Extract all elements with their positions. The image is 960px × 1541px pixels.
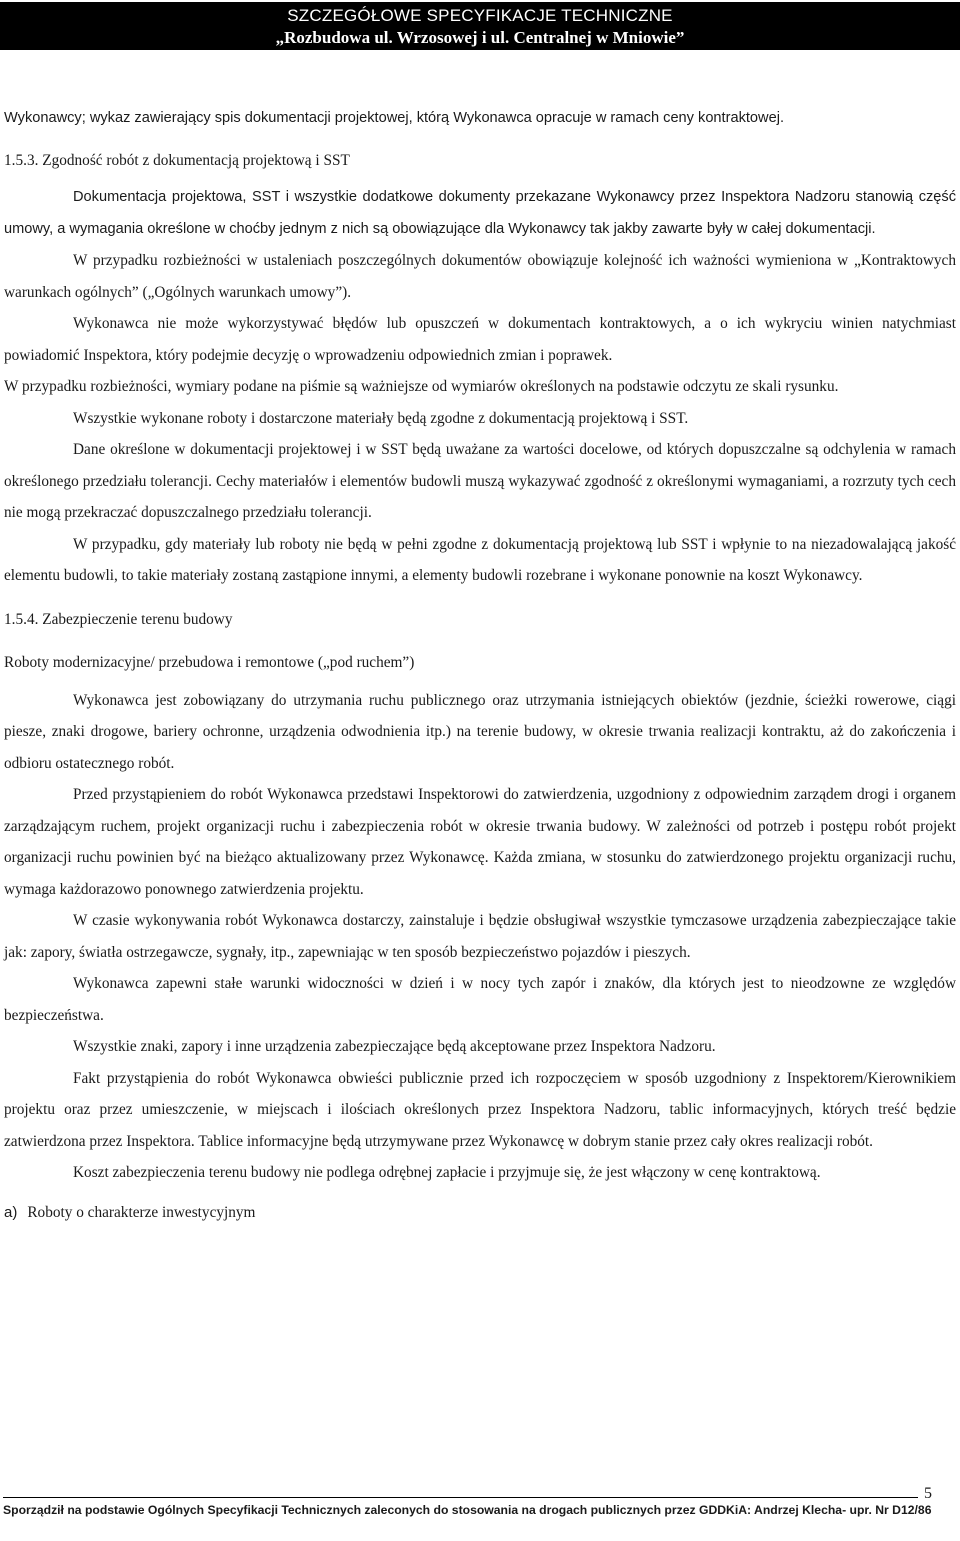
header-title: SZCZEGÓŁOWE SPECYFIKACJE TECHNICZNE	[287, 6, 673, 25]
document-footer	[3, 1500, 943, 1520]
header-project-name: „Rozbudowa ul. Wrzosowej i ul. Centralnej w Mniowie”	[275, 28, 685, 47]
footer-divider	[3, 1497, 918, 1498]
footer-text: Sporządził na podstawie Ogólnych Specyfikacji Technicznych zaleconych do stosowania na drogach publicznych przez GDDKiA: Andrzej Klecha- upr. Nr D12/86	[3, 1503, 932, 1517]
paragraph-13: Fakt przystąpienia do robót Wykonawca obwieści publicznie przed ich rozpoczęciem w sposób uzgodniony z Inspektorem/Kierownikiem projektu oraz przez umieszczenie, w miejscach i ilościach określonych przez Inspektora Nadzoru, tablic informacyjnych, których treść będzie zatwierdzona przez Inspektora. Tablice informacyjne będą utrzymywane przez Wykonawcę w dobrym stanie przez cały okres realizacji robót.	[4, 1069, 956, 1150]
intro-paragraph: Wykonawcy; wykaz zawierający spis dokumentacji projektowej, którą Wykonawca opracuje w ramach ceny kontraktowej.	[4, 110, 785, 126]
paragraph-14: Koszt zabezpieczenia terenu budowy nie podlega odrębnej zapłacie i przyjmuje się, że jest włączony w cenę kontraktową.	[73, 1164, 821, 1181]
paragraph-2: W przypadku rozbieżności w ustaleniach poszczególnych dokumentów obowiązuje kolejność ich ważności wymieniona w „Kontraktowych warunkach ogólnych” („Ogólnych warunkach umowy”).	[4, 252, 956, 301]
list-item-text: Roboty o charakterze inwestycyjnym	[27, 1203, 256, 1221]
list-item-a	[4, 1197, 956, 1229]
paragraph-5: Wszystkie wykonane roboty i dostarczone materiały będą zgodne z dokumentacją projektową i SST.	[73, 409, 689, 427]
paragraph-1: Dokumentacja projektowa, SST i wszystkie dodatkowe dokumenty przekazane Wykonawcy przez Inspektora Nadzoru stanowią część umowy, a wymagania określone w choćby jednym z nich są obowiązujące dla Wykonawcy tak jakby zawarte były w całej dokumentacji.	[4, 189, 956, 237]
paragraph-7: W przypadku, gdy materiały lub roboty nie będą w pełni zgodne z dokumentacją projektową lub SST i wpłynie to na niezadowalającą jakość elementu budowli, to takie materiały zostaną zastąpione innymi, a elementy budowli rozebrane i wykonane ponownie na koszt Wykonawcy.	[4, 535, 956, 584]
section-heading-1-5-3: 1.5.3. Zgodność robót z dokumentacją projektową i SST	[4, 151, 350, 169]
paragraph-10: W czasie wykonywania robót Wykonawca dostarczy, zainstaluje i będzie obsługiwał wszystkie tymczasowe urządzenia zabezpieczające takie jak: zapory, światła ostrzegawcze, sygnały, itp., zapewniając w ten sposób bezpieczeństwo pojazdów i pieszych.	[4, 912, 956, 961]
document-header	[0, 2, 960, 50]
paragraph-8: Wykonawca jest zobowiązany do utrzymania ruchu publicznego oraz utrzymania istniejących obiektów (jezdnie, ścieżki rowerowe, ciągi piesze, znaki drogowe, bariery ochronne, urządzenia odwodnienia itp.) na terenie budowy, w okresie trwania realizacji kontraktu, aż do zakończenia i odbioru ostatecznego robót.	[4, 691, 956, 772]
paragraph-4: W przypadku rozbieżności, wymiary podane na piśmie są ważniejsze od wymiarów określonych na podstawie odczytu ze skali rysunku.	[4, 378, 839, 395]
page-number: 5	[924, 1485, 932, 1502]
paragraph-9: Przed przystąpieniem do robót Wykonawca przedstawi Inspektorowi do zatwierdzenia, uzgodniony z odpowiednim zarządem drogi i organem zarządzającym ruchem, projekt organizacji ruchu i zabezpieczenia robót w okresie trwania budowy. W zależności od potrzeb i postępu robót projekt organizacji ruchu powinien być na bieżąco aktualizowany przez Wykonawcę. Każda zmiana, w stosunku do zatwierdzonego projektu organizacji ruchu, wymaga każdorazowo ponownego zatwierdzenia projektu.	[4, 786, 956, 898]
paragraph-3: Wykonawca nie może wykorzystywać błędów lub opuszczeń w dokumentach kontraktowych, a o ich wykryciu winien natychmiast powiadomić Inspektora, który podejmie decyzję o wprowadzeniu odpowiednich zmian i poprawek.	[4, 315, 956, 364]
paragraph-12: Wszystkie znaki, zapory i inne urządzenia zabezpieczające będą akceptowane przez Inspektora Nadzoru.	[73, 1038, 716, 1055]
paragraph-6: Dane określone w dokumentacji projektowej i w SST będą uważane za wartości docelowe, od których dopuszczalne są odchylenia w ramach określonego przedziału tolerancji. Cechy materiałów i elementów budowli muszą wykazywać zgodność z określonymi wymaganiami, a rozrzuty tych cech nie mogą przekraczać dopuszczalnego przedziału tolerancji.	[4, 441, 956, 521]
section-heading-1-5-4: 1.5.4. Zabezpieczenie terenu budowy	[4, 610, 233, 628]
paragraph-11: Wykonawca zapewni stałe warunki widoczności w dzień i w nocy tych zapór i znaków, dla których jest to nieodzowne ze względów bezpieczeństwa.	[4, 975, 956, 1024]
list-item-letter: a)	[4, 1203, 18, 1221]
document-body	[4, 103, 956, 1228]
subheading-roboty-modernizacyjne: Roboty modernizacyjne/ przebudowa i remontowe („pod ruchem”)	[4, 654, 415, 671]
